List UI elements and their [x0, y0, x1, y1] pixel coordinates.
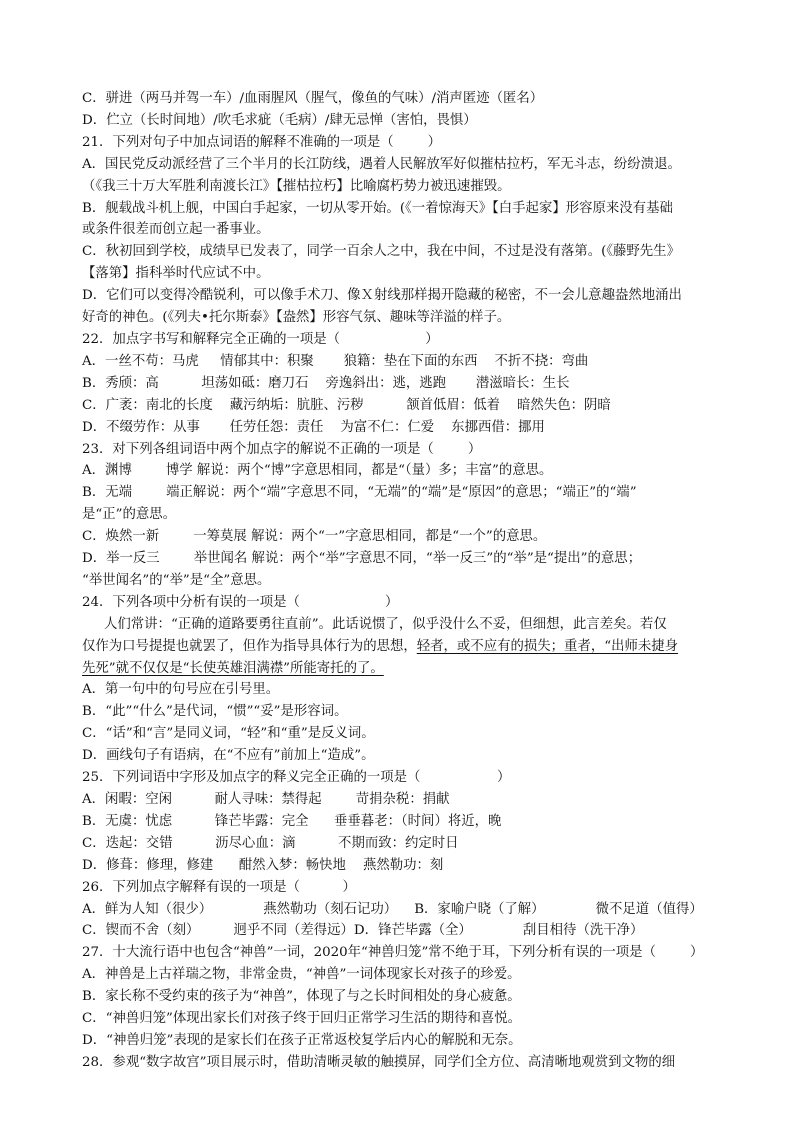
- line-text: D．不缀劳作：从事 任劳任怨：责任 为富不仁：仁爱 东挪西借：挪用: [82, 419, 545, 435]
- text-line: [82, 132, 722, 154]
- text-line: [82, 767, 722, 789]
- text-line: [82, 219, 722, 241]
- line-text: D．画线句子有语病，在“不应有”前加上“造成”。: [82, 748, 375, 764]
- line-text: A．渊博 博学 解说：两个“博”字意思相同，都是“（量）多；丰富”的意思。: [82, 463, 553, 479]
- text-line: [82, 373, 722, 395]
- line-text: 人们常讲：“正确的道路要勇往直前”。此话说惯了，似乎没什么不妥，但细想，此言差矣。若仅: [104, 616, 667, 632]
- line-text: 26．下列加点字解释有误的一项是（ ）: [82, 879, 356, 895]
- underlined-sentence: 轻者，或不应有的损失；重者，“出师未捷身: [416, 638, 679, 654]
- line-text: 22．加点字书写和解释完全正确的一项是（ ）: [82, 331, 439, 347]
- line-text: A．鲜为人知（很少） 燕然勒功（刻石记功） B．家喻户晓（了解） 微不足道（值得）: [82, 901, 703, 917]
- line-text: B．舰载战斗机上舰，中国白手起家，一切从零开始。(《一着惊海天》【白手起家】形容原来没有基础: [82, 200, 673, 216]
- line-text: 【落第】指科举时代应试不中。: [82, 266, 270, 282]
- text-line: [82, 263, 722, 285]
- line-text: 是“正”的意思。: [82, 507, 177, 523]
- text-line: [82, 636, 722, 658]
- text-line: [82, 395, 722, 417]
- text-line: [82, 1030, 722, 1052]
- text-line: [82, 789, 722, 811]
- line-text: D．“神兽归笼”表现的是家长们在孩子正常返校复学后内心的解脱和无奈。: [82, 1032, 522, 1048]
- text-line: [82, 285, 722, 307]
- line-text: D．修葺：修理，修建 酣然入梦：畅快地 燕然勒功：刻: [82, 857, 444, 873]
- line-text: “举世闻名”的“举”是“全”意思。: [82, 572, 271, 588]
- line-text: 27．十大流行语中也包含“神兽”一词，2020年“神兽归笼”常不绝于耳，下列分析有误的一项是（ ）: [82, 945, 704, 961]
- line-text: D．它们可以变得冷酷锐利，可以像手术刀、像Ｘ射线那样揭开隐藏的秘密，不一会儿意趣盎然地涌出: [82, 288, 682, 304]
- text-line: [82, 679, 722, 701]
- text-line: [82, 504, 722, 526]
- line-text: D．举一反三 举世闻名 解说：两个“举”字意思不同，“举一反三”的“举”是“提出”的意思；: [82, 551, 642, 567]
- text-line: [82, 482, 722, 504]
- line-text: 好奇的神色。(《列夫•托尔斯泰》【盎然】形容气氛、趣味等洋溢的样子。: [82, 310, 511, 326]
- line-text: 23．对下列各组词语中两个加点字的解说不正确的一项是（ ）: [82, 441, 482, 457]
- line-text: C．“话”和“言”是同义词，“轻”和“重”是反义词。: [82, 726, 375, 742]
- line-text: 仅作为口号提提也就罢了，但作为指导具体行为的思想，: [82, 638, 417, 654]
- text-line: [82, 701, 722, 723]
- text-line: [82, 110, 722, 132]
- text-line: [82, 351, 722, 373]
- line-text: B．“此”“什么”是代词，“惯”“妥”是形容词。: [82, 704, 348, 720]
- text-line: [82, 964, 722, 986]
- line-text: C．秋初回到学校，成绩早已发表了，同学一百余人之中，我在中间，不过是没有落第。(《藤野先生》: [82, 244, 680, 260]
- text-line: [82, 198, 722, 220]
- text-line: [82, 329, 722, 351]
- line-text: A．第一句中的句号应在引号里。: [82, 682, 280, 698]
- line-text: B．秀颀：高 坦荡如砥：磨刀石 旁逸斜出：逃，逃跑 潜滋暗长：生长: [82, 375, 570, 391]
- line-text: （《我三十万大军胜利南渡长江》【摧枯拉朽】比喻腐朽势力被迅速摧毁。: [82, 178, 511, 194]
- line-text: A．闲暇：空闲 耐人寻味：禁得起 苛捐杂税：捐献: [82, 792, 450, 807]
- line-text: 或条件很差而创立起一番事业。: [82, 222, 270, 238]
- line-text: 24．下列各项中分析有误的一项是（ ）: [82, 594, 399, 610]
- line-text: B．家长称不受约束的孩子为“神兽”，体现了与之长时间相处的身心疲惫。: [82, 989, 521, 1005]
- line-text: B．无虞：忧虑 锋芒毕露：完全 垂垂暮老：（时间）将近，晚: [82, 813, 502, 829]
- text-line: [82, 855, 722, 877]
- text-line: [82, 592, 722, 614]
- text-line: [82, 176, 722, 198]
- text-line: [82, 526, 722, 548]
- line-text: C．锲而不舍（刻） 迥乎不同（差得远）D．锋芒毕露（全） 刮目相待（洗干净）: [82, 923, 644, 939]
- line-text: C．“神兽归笼”体现出家长们对孩子终于回归正常学习生活的期待和喜悦。: [82, 1011, 522, 1027]
- text-line: [82, 307, 722, 329]
- text-line: [82, 920, 722, 942]
- text-line: [82, 548, 722, 570]
- text-line: [82, 460, 722, 482]
- line-text: A．神兽是上古祥瑞之物，非常金贵，“神兽”一词体现家长对孩子的珍爱。: [82, 967, 521, 983]
- text-line: [82, 745, 722, 767]
- text-line: [82, 723, 722, 745]
- line-text: C．骈进（两马并驾一车）/血雨腥风（腥气，像鱼的气味）/消声匿迹（匿名）: [82, 91, 544, 106]
- line-text: 25．下列词语中字形及加点字的释义完全正确的一项是（ ）: [82, 770, 511, 786]
- text-line: [82, 439, 722, 461]
- line-text: D．伫立（长时间地）/吹毛求疵（毛病）/肆无忌惮（害怕，畏惧）: [82, 112, 477, 128]
- line-text: 28．参观“数字故宫”项目展示时，借助清晰灵敏的触摸屏，同学们全方位、高清晰地观赏到文物的细: [82, 1054, 676, 1070]
- text-line: [82, 986, 722, 1008]
- line-text: 21．下列对句子中加点词语的解释不准确的一项是（ ）: [82, 134, 442, 150]
- text-line: [82, 88, 722, 110]
- text-line: [82, 241, 722, 263]
- text-line: [82, 658, 722, 680]
- text-line: [82, 833, 722, 855]
- line-text: C．焕然一新 一筹莫展 解说：两个“一”字意思相同，都是“一个”的意思。: [82, 529, 547, 545]
- text-line: [82, 570, 722, 592]
- text-line: [82, 1008, 722, 1030]
- text-line: [82, 877, 722, 899]
- text-line: [82, 614, 722, 636]
- line-text: B．无端 端正解说：两个“端”字意思不同，“无端”的“端”是“原因”的意思；“端正”的“端”: [82, 485, 637, 501]
- line-text: C．广袤：南北的长度 藏污纳垢：肮脏、污秽 颔首低眉：低着 暗然失色：阴暗: [82, 397, 611, 413]
- text-line: [82, 417, 722, 439]
- line-text: A．一丝不苟：马虎 情郁其中：积聚 狼籍：垫在下面的东西 不折不挠：弯曲: [82, 353, 589, 369]
- line-text: A．国民党反动派经营了三个半月的长江防线，遇着人民解放军好似摧枯拉朽，军无斗志，纷纷溃退。: [82, 156, 681, 172]
- text-line: [82, 811, 722, 833]
- text-line: [82, 942, 722, 964]
- line-text: C．迭起：交错 沥尽心血：滴 不期而致：约定时日: [82, 835, 459, 851]
- underlined-sentence: 先死”就不仅仅是“长使英雄泪满襟”所能寄托的了。: [82, 660, 384, 676]
- text-line: [82, 1052, 722, 1074]
- text-line: [82, 899, 722, 921]
- text-line: [82, 154, 722, 176]
